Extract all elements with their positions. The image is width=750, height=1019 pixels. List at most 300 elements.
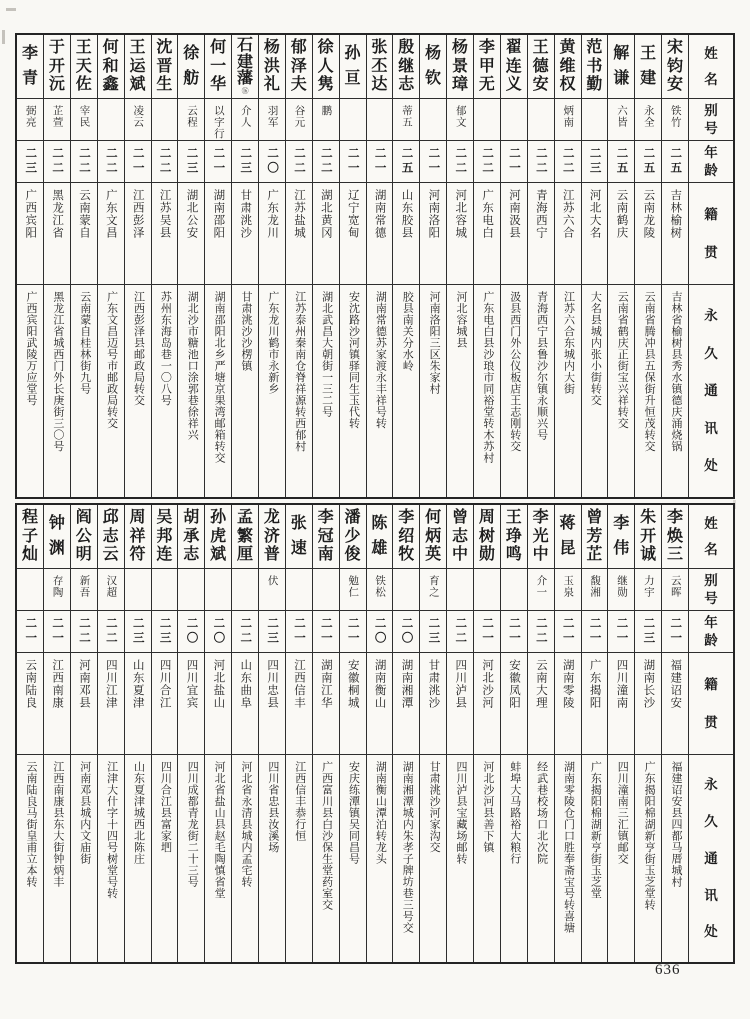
person-native-cell	[259, 183, 285, 285]
header-label-char: 永	[704, 308, 718, 324]
person-native-cell	[313, 653, 339, 755]
header-label-char: 贯	[704, 714, 718, 730]
person-address-cell	[474, 285, 500, 497]
person-alias: 介人	[239, 105, 251, 128]
person-alias: 伏	[266, 575, 278, 587]
person-alias: 勉仁	[347, 575, 359, 598]
person-native-cell	[635, 183, 661, 285]
person-age-cell	[582, 141, 608, 183]
person-address: 云南省鹤庆正街宝兴祥转交	[616, 291, 629, 429]
person-name-cell	[313, 35, 339, 99]
person-name-char: 杨	[452, 39, 469, 57]
person-name-char: 何	[210, 39, 227, 57]
person-native: 湖北公安	[185, 189, 198, 239]
person-name-char: 诚	[640, 545, 657, 563]
person-name-char: 无	[478, 75, 495, 93]
person-age: 二一	[212, 147, 225, 176]
person-alias-cell	[582, 569, 608, 611]
person-name-cell	[286, 35, 312, 99]
person-alias: 力宇	[642, 575, 654, 598]
person-column	[473, 505, 500, 962]
person-name-cell	[340, 505, 366, 569]
person-name-char: 夫	[290, 75, 307, 93]
person-alias-cell	[474, 99, 500, 141]
person-name-char: 王	[505, 509, 522, 527]
person-name-cell	[17, 505, 43, 569]
person-native-cell	[662, 183, 688, 285]
person-alias-cell	[232, 99, 258, 141]
person-address-cell	[286, 285, 312, 497]
person-age: 二二	[534, 617, 547, 646]
person-age-cell	[44, 611, 70, 653]
person-address: 广东揭阳棉湖新亨街玉芝堂	[589, 761, 602, 899]
person-address-cell	[313, 755, 339, 962]
person-alias-cell	[259, 569, 285, 611]
person-address: 河北省盐山县赵毛陶慎省堂	[213, 761, 226, 899]
person-alias-cell	[528, 99, 554, 141]
person-native: 山东胶县	[400, 189, 413, 239]
person-age: 二二	[293, 147, 306, 176]
person-name-char: 范	[586, 39, 603, 57]
person-native: 湖南湘潭	[400, 659, 413, 709]
person-name-char: 晋	[156, 57, 173, 75]
person-age: 二〇	[373, 617, 386, 646]
person-address-cell	[340, 285, 366, 497]
person-alias-cell	[178, 569, 204, 611]
person-name-char: 周	[129, 509, 146, 527]
person-name-char: 中	[452, 545, 469, 563]
header-name-cell	[689, 505, 733, 569]
person-name-char: 开	[640, 527, 657, 545]
person-native-cell	[367, 183, 393, 285]
person-name-cell	[582, 505, 608, 569]
person-native-cell	[44, 183, 70, 285]
person-alias-cell	[286, 569, 312, 611]
person-age-cell	[555, 611, 581, 653]
person-alias: 宰民	[78, 105, 90, 128]
person-address: 蚌埠大马路裕大粮行	[508, 761, 521, 865]
person-name-char: 安	[667, 75, 684, 93]
person-name-cell	[367, 35, 393, 99]
person-column	[258, 35, 285, 497]
person-column	[366, 505, 393, 962]
person-alias: 介一	[535, 575, 547, 598]
person-name-char: 黄	[559, 39, 576, 57]
person-column	[392, 35, 419, 497]
person-address: 河北沙河县善下镇	[481, 761, 494, 853]
person-alias-cell	[501, 99, 527, 141]
person-name-cell	[528, 505, 554, 569]
person-age: 二三	[131, 617, 144, 646]
person-name-char: 少	[344, 527, 361, 545]
person-native-cell	[178, 653, 204, 755]
person-column	[124, 505, 151, 962]
person-name-char: 阎	[75, 509, 92, 527]
person-native-cell	[205, 653, 231, 755]
person-native-cell	[17, 653, 43, 755]
person-column	[366, 35, 393, 497]
person-address-cell	[286, 755, 312, 962]
person-name-char: 权	[559, 75, 576, 93]
person-name-char: 达	[371, 75, 388, 93]
person-native-cell	[98, 183, 124, 285]
person-address-cell	[71, 755, 97, 962]
person-name-char: 王	[532, 39, 549, 57]
person-age: 二二	[454, 147, 467, 176]
person-name-char: 斌	[210, 545, 227, 563]
person-column	[17, 505, 43, 962]
person-address: 广东揭阳棉湖新亨街玉芝堂转	[643, 761, 656, 911]
person-alias: 玉泉	[562, 575, 574, 598]
person-native: 河南汲县	[508, 189, 521, 239]
person-name-char: 舫	[183, 69, 200, 87]
person-address-cell	[340, 755, 366, 962]
person-native: 湖北黄冈	[319, 189, 332, 239]
person-name-cell	[125, 35, 151, 99]
person-address: 苏州东海岛巷一〇八号	[159, 291, 172, 406]
person-name-char: 鑫	[102, 75, 119, 93]
person-alias: 以字行	[212, 105, 224, 140]
person-native-cell	[71, 653, 97, 755]
person-name-char: 建	[640, 69, 657, 87]
person-name-char: 王	[640, 45, 657, 63]
person-alias-cell	[340, 99, 366, 141]
person-alias-cell	[447, 99, 473, 141]
person-address: 广西富川县白沙保生堂药室交	[320, 761, 333, 911]
person-age: 二一	[615, 617, 628, 646]
person-alias-cell	[152, 99, 178, 141]
person-native-cell	[474, 183, 500, 285]
header-name-cell	[689, 35, 733, 99]
person-name-char: 杨	[425, 45, 442, 63]
person-name-char: 灿	[22, 545, 39, 563]
person-name-char: 英	[425, 545, 442, 563]
person-name-char: 光	[532, 527, 549, 545]
person-name-cell	[44, 35, 70, 99]
person-name-char: 景	[452, 57, 469, 75]
header-label-char: 籍	[704, 676, 718, 692]
header-label-char: 姓	[704, 46, 718, 61]
person-age: 二一	[427, 147, 440, 176]
person-native: 河北大名	[588, 189, 601, 239]
person-name-char: 和	[102, 57, 119, 75]
person-name-char: 书	[586, 57, 603, 75]
person-name-char: 李	[613, 515, 630, 533]
person-alias-cell	[501, 569, 527, 611]
person-address-cell	[635, 285, 661, 497]
person-column	[446, 505, 473, 962]
person-column	[151, 505, 178, 962]
person-age: 二〇	[266, 147, 279, 176]
person-age: 二二	[78, 617, 91, 646]
person-age-cell	[286, 141, 312, 183]
person-name-char: 周	[478, 509, 495, 527]
person-column	[527, 505, 554, 962]
header-label-char: 龄	[704, 632, 718, 648]
person-name-char: 中	[532, 545, 549, 563]
person-age-cell	[393, 141, 419, 183]
person-name-char: 琤	[505, 527, 522, 545]
header-alias-cell	[689, 99, 733, 141]
person-alias-cell	[71, 99, 97, 141]
person-name-char: 蒋	[559, 515, 576, 533]
person-native: 江苏吴县	[158, 189, 171, 239]
person-alias: 育之	[427, 575, 439, 598]
person-native: 河北容城	[454, 189, 467, 239]
person-name-char: 璋	[452, 75, 469, 93]
person-address-cell	[232, 755, 258, 962]
person-native: 云南大理	[534, 659, 547, 709]
person-name-char: 李	[22, 45, 39, 63]
person-age-cell	[447, 141, 473, 183]
person-name-char: 一	[210, 57, 227, 75]
person-native-cell	[286, 183, 312, 285]
person-address-cell	[125, 755, 151, 962]
person-alias: 六皆	[615, 105, 627, 128]
person-name-char: 王	[75, 39, 92, 57]
person-name-char: 谦	[613, 69, 630, 87]
person-native: 江西信丰	[293, 659, 306, 709]
person-name-cell	[635, 505, 661, 569]
person-native: 江西彭泽	[131, 189, 144, 239]
person-name-char: 树	[478, 527, 495, 545]
header-label-char: 久	[704, 814, 718, 829]
person-native: 山东夏津	[131, 659, 144, 709]
person-age: 二二	[454, 617, 467, 646]
person-name-cell	[232, 505, 258, 569]
person-name-char: 徐	[183, 45, 200, 63]
person-address: 江苏六合东城内大街	[562, 291, 575, 395]
person-native: 甘肃洮沙	[427, 659, 440, 709]
person-name-cell	[259, 505, 285, 569]
header-label-char: 号	[704, 590, 718, 606]
person-address-cell	[44, 755, 70, 962]
person-age-cell	[555, 141, 581, 183]
scan-speck	[2, 30, 5, 44]
person-native-cell	[44, 653, 70, 755]
person-name-cell	[98, 505, 124, 569]
person-name-char: 翟	[505, 39, 522, 57]
person-alias: 炳南	[562, 105, 574, 128]
person-alias-cell	[447, 569, 473, 611]
person-alias: 存陶	[51, 575, 63, 598]
person-address: 湖南邵阳北乡严塘京果湾邮箱转交	[213, 291, 226, 464]
person-native: 湖南衡山	[373, 659, 386, 709]
person-name-cell	[420, 505, 446, 569]
person-name-char: 志	[452, 527, 469, 545]
person-name-cell	[528, 35, 554, 99]
person-native: 湖南长沙	[642, 659, 655, 709]
person-alias: 郁文	[454, 105, 466, 128]
person-name-char: 石	[237, 37, 254, 55]
person-name-cell	[125, 505, 151, 569]
person-address: 四川省忠县汝溪场	[266, 761, 279, 853]
person-age-cell	[447, 611, 473, 653]
person-alias: 凌云	[132, 105, 144, 128]
person-name-char: 生	[156, 75, 173, 93]
person-age-cell	[420, 141, 446, 183]
header-native-cell	[689, 653, 733, 755]
person-column	[554, 35, 581, 497]
person-name-cell	[286, 505, 312, 569]
person-address-cell	[608, 755, 634, 962]
person-age-cell	[501, 611, 527, 653]
person-address-cell	[367, 755, 393, 962]
person-alias-cell	[393, 569, 419, 611]
person-native: 四川潼南	[615, 659, 628, 709]
person-age-cell	[313, 141, 339, 183]
person-address-cell	[501, 285, 527, 497]
person-name-char: 潘	[344, 509, 361, 527]
person-name-char: 礼	[263, 75, 280, 93]
person-alias: 谷元	[293, 105, 305, 128]
page-number: 636	[655, 962, 681, 978]
person-name-char: 芳	[586, 527, 603, 545]
person-alias-cell	[367, 99, 393, 141]
person-alias-cell	[71, 569, 97, 611]
person-address: 江西彭泽县邮政局转交	[132, 291, 145, 406]
person-age: 二二	[481, 147, 494, 176]
person-address: 云南蒙自桂林街九号	[78, 291, 91, 395]
person-native-cell	[608, 183, 634, 285]
person-name-char: 钧	[667, 57, 684, 75]
person-address-cell	[447, 285, 473, 497]
person-native: 云南鹤庆	[615, 189, 628, 239]
person-native-cell	[17, 183, 43, 285]
person-name-char: 沅	[48, 75, 65, 93]
person-name-char: 洪	[263, 57, 280, 75]
person-native: 辽宁宽甸	[346, 189, 359, 239]
person-alias: 汉超	[105, 575, 117, 598]
person-age-cell	[340, 611, 366, 653]
header-label-char: 号	[704, 120, 718, 136]
person-address-cell	[393, 285, 419, 497]
person-age-cell	[178, 611, 204, 653]
directory-table-top	[15, 33, 735, 499]
person-name-char: 承	[183, 527, 200, 545]
person-name-char: 渊	[48, 539, 65, 557]
person-native-cell	[501, 183, 527, 285]
person-alias-cell	[420, 99, 446, 141]
person-name-char: 虎	[210, 527, 227, 545]
person-alias-cell	[259, 99, 285, 141]
person-name-char: 人	[317, 57, 334, 75]
person-address: 云南陆良马街皇甫立本转	[25, 761, 37, 888]
person-name-char: 亘	[344, 69, 361, 87]
person-name-cell	[501, 35, 527, 99]
person-name-char: 俊	[344, 545, 361, 563]
person-column	[177, 505, 204, 962]
person-alias-cell	[635, 569, 661, 611]
person-name-char: 勋	[478, 545, 495, 563]
person-age: 二二	[104, 147, 117, 176]
person-name-char: 钟	[48, 515, 65, 533]
person-native: 四川泸县	[454, 659, 467, 709]
person-native-cell	[125, 183, 151, 285]
person-name-char: 沈	[156, 39, 173, 57]
person-alias-cell	[17, 99, 43, 141]
person-alias-cell	[98, 569, 124, 611]
person-native: 湖南零陵	[561, 659, 574, 709]
person-age: 二一	[373, 147, 386, 176]
person-age-cell	[71, 141, 97, 183]
person-address: 甘肃洮沙沙楞镇	[240, 291, 252, 372]
person-address: 广东龙川鹤市永新乡	[266, 291, 279, 395]
person-age-cell	[152, 611, 178, 653]
person-age: 二五	[615, 147, 628, 176]
person-name-char: 何	[102, 39, 119, 57]
person-name-char: 孙	[210, 509, 227, 527]
person-name-char: 济	[263, 527, 280, 545]
person-name-char: 华	[210, 75, 227, 93]
person-address-cell	[393, 755, 419, 962]
person-native-cell	[367, 653, 393, 755]
person-name-char: 牧	[398, 545, 415, 563]
person-alias-cell	[662, 569, 688, 611]
person-age: 二二	[534, 147, 547, 176]
person-name-char: 运	[129, 57, 146, 75]
header-label-char: 通	[704, 383, 718, 399]
person-native-cell	[125, 653, 151, 755]
person-native-cell	[662, 653, 688, 755]
person-native: 江苏六合	[561, 189, 574, 239]
person-name-char: 焕	[667, 527, 684, 545]
person-age: 二五	[669, 147, 682, 176]
person-address-cell	[528, 755, 554, 962]
person-address: 安庆练潭镇吴同昌号	[347, 761, 360, 865]
person-age-cell	[313, 611, 339, 653]
person-address: 江西信丰恭行恒	[293, 761, 306, 842]
person-address: 大名县城内张小街转交	[589, 291, 602, 406]
person-name-char: 朱	[640, 509, 657, 527]
person-column	[339, 505, 366, 962]
person-name-char: 普	[263, 545, 280, 563]
person-name-cell	[662, 505, 688, 569]
person-age-cell	[125, 141, 151, 183]
person-name-char: 李	[532, 509, 549, 527]
person-address-cell	[582, 755, 608, 962]
person-native-cell	[205, 183, 231, 285]
header-column	[688, 505, 733, 962]
person-address-cell	[125, 285, 151, 497]
person-alias-cell	[178, 99, 204, 141]
person-name-char: 丕	[371, 57, 388, 75]
header-column	[688, 35, 733, 497]
person-address-cell	[71, 285, 97, 497]
person-native: 云南陆良	[24, 659, 37, 709]
person-age: 二三	[266, 617, 279, 646]
person-name-char: 芷	[586, 545, 603, 563]
person-alias-cell	[98, 99, 124, 141]
person-alias-cell	[582, 99, 608, 141]
person-age-cell	[44, 141, 70, 183]
person-address-cell	[528, 285, 554, 497]
header-label-char: 籍	[704, 206, 718, 222]
person-name-cell	[474, 505, 500, 569]
person-alias-cell	[125, 569, 151, 611]
person-alias: 芷萱	[51, 105, 63, 128]
person-name-char: 青	[22, 69, 39, 87]
person-name-cell	[555, 505, 581, 569]
person-name-cell	[447, 505, 473, 569]
person-address: 广西宾阳武陵万应堂号	[25, 291, 37, 406]
person-native-cell	[420, 183, 446, 285]
person-name-char: 伟	[613, 539, 630, 557]
header-address-cell	[689, 755, 733, 962]
person-name-char: 祥	[129, 527, 146, 545]
person-age: 二三	[642, 617, 655, 646]
person-address-cell	[44, 285, 70, 497]
